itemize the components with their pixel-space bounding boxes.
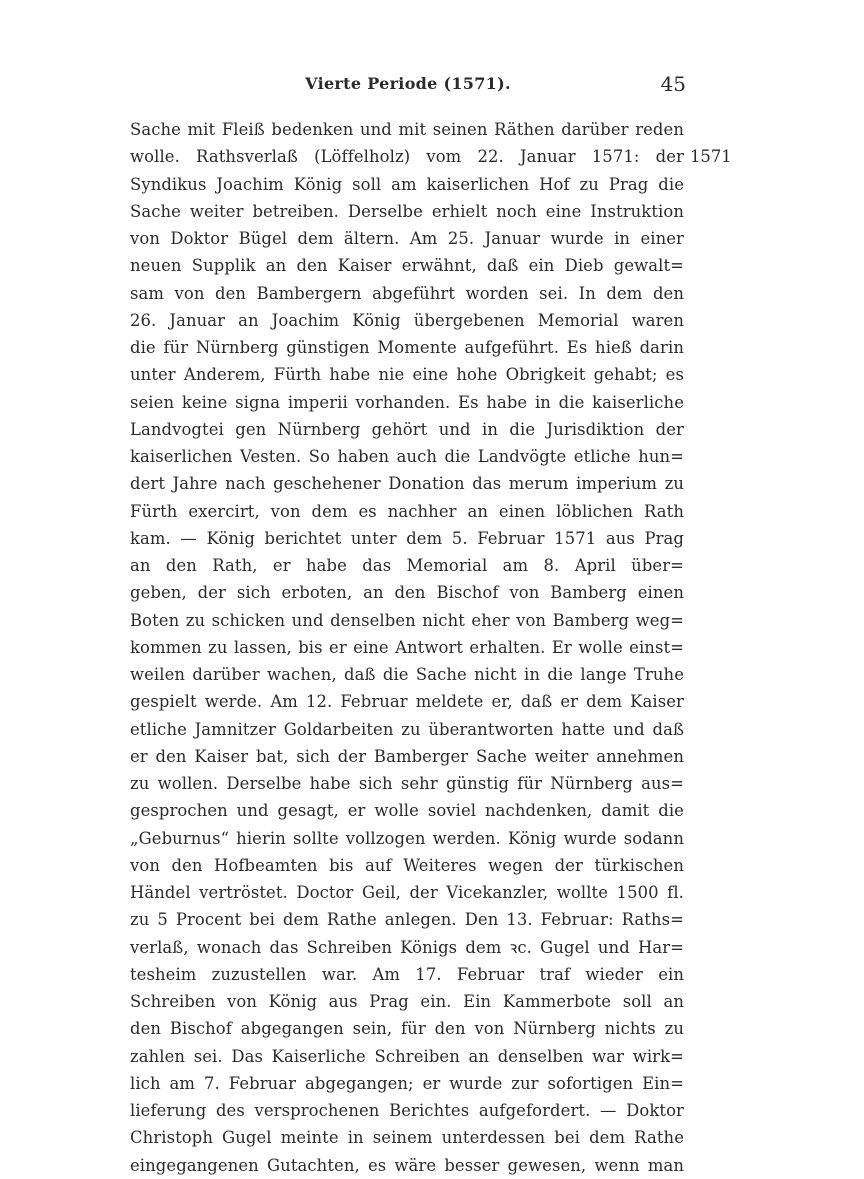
text-line: verlaß, wonach das Schreiben Königs dem ꝛc. Gugel und Har= (130, 937, 684, 957)
text-line: Sache weiter betreiben. Derselbe erhielt noch eine Instruktion (130, 201, 684, 221)
text-line: an den Rath, er habe das Memorial am 8. April über= (130, 556, 684, 575)
text-line: 26. Januar an Joachim König übergebenen Memorial waren (130, 310, 684, 330)
text-line: Christoph Gugel meinte in seinem unterdessen bei dem Rathe (130, 1128, 684, 1148)
text-line: Sache mit Fleiß bedenken und mit seinen Räthen darüber reden (130, 120, 684, 139)
text-line: Boten zu schicken und denselben nicht eher von Bamberg weg= (130, 610, 684, 630)
page-number: 45 (660, 72, 686, 96)
margin-year-note: 1571 (690, 147, 732, 166)
text-line: zu 5 Procent bei dem Rathe anlegen. Den 13. Februar: Raths= (130, 910, 684, 930)
text-line: etliche Jamnitzer Goldarbeiten zu überantworten hatte und daß (130, 719, 684, 739)
text-line: zahlen sei. Das Kaiserliche Schreiben an denselben war wirk= (130, 1046, 684, 1066)
text-line: sam von den Bambergern abgeführt worden sei. In dem den (130, 283, 684, 303)
text-line: Syndikus Joachim König soll am kaiserlichen Hof zu Prag die (130, 174, 684, 194)
text-line: unter Anderem, Fürth habe nie eine hohe Obrigkeit gehabt; es (130, 365, 684, 385)
text-line: gesprochen und gesagt, er wolle soviel nachdenken, damit die (130, 801, 684, 821)
text-line: neuen Supplik an den Kaiser erwähnt, daß ein Dieb gewalt= (130, 256, 684, 276)
text-line: von den Hofbeamten bis auf Weiteres wegen der türkischen (130, 855, 684, 875)
text-line: von Doktor Bügel dem ältern. Am 25. Januar wurde in einer (130, 229, 684, 248)
text-line: Händel vertröstet. Doctor Geil, der Vicekanzler, wollte 1500 fl. (130, 883, 684, 902)
text-line: seien keine signa imperii vorhanden. Es habe in die kaiserliche (130, 392, 684, 412)
text-line: zu wollen. Derselbe habe sich sehr günstig für Nürnberg aus= (130, 774, 684, 793)
text-line: kam. — König berichtet unter dem 5. Februar 1571 aus Prag (130, 528, 684, 548)
text-line: Landvogtei gen Nürnberg gehört und in die Jurisdiktion der (130, 419, 684, 439)
text-line: kommen zu lassen, bis er eine Antwort erhalten. Er wolle einst= (130, 637, 684, 657)
text-line: gespielt werde. Am 12. Februar meldete er, daß er dem Kaiser (130, 692, 684, 712)
running-head (130, 74, 686, 98)
text-line: dert Jahre nach geschehener Donation das merum imperium zu (130, 474, 684, 494)
text-line: lich am 7. Februar abgegangen; er wurde zur sofortigen Ein= (130, 1073, 684, 1093)
text-line: tesheim zuzustellen war. Am 17. Februar traf wieder ein (130, 964, 684, 984)
text-line: eingegangenen Gutachten, es wäre besser gewesen, wenn man (130, 1155, 684, 1175)
text-line: Fürth exercirt, von dem es nachher an einen löblichen Rath (130, 501, 684, 521)
text-line: geben, der sich erboten, an den Bischof von Bamberg einen (130, 583, 684, 603)
text-line: Schreiben von König aus Prag ein. Ein Kammerbote soll an (130, 992, 684, 1011)
text-line: die für Nürnberg günstigen Momente aufgeführt. Es hieß darin (130, 338, 684, 357)
text-line: wolle. Rathsverlaß (Löffelholz) vom 22. Januar 1571: der (130, 147, 684, 167)
body-text (130, 116, 684, 1179)
text-line: den Bischof abgegangen sein, für den von Nürnberg nichts zu (130, 1019, 684, 1039)
text-line: lieferung des versprochenen Berichtes aufgefordert. — Doktor (130, 1101, 684, 1120)
text-line: „Geburnus“ hierin sollte vollzogen werden. König wurde sodann (130, 828, 684, 848)
text-line: kaiserlichen Vesten. So haben auch die Landvögte etliche hun= (130, 447, 684, 466)
text-line: weilen darüber wachen, daß die Sache nicht in die lange Truhe (130, 665, 684, 684)
text-line: er den Kaiser bat, sich der Bamberger Sache weiter annehmen (130, 746, 684, 766)
running-title: Vierte Periode (1571). (305, 74, 511, 93)
